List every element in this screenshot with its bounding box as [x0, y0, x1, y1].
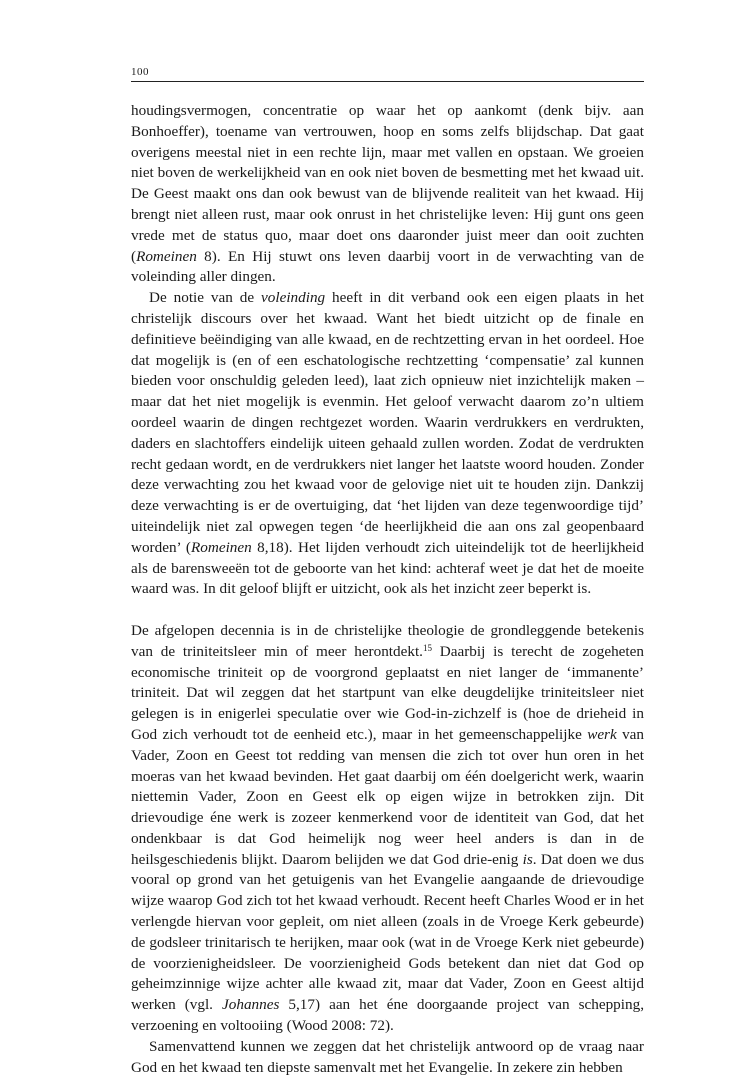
- emphasis-is: is: [522, 850, 533, 868]
- paragraph-4: [131, 1037, 644, 1078]
- paragraph-1-text: houdingsvermogen, concentratie op waar het op aankomt (denk bijv. aan Bonhoeffer), toename van vertrouwen, hoop en soms zelfs blijdschap. Dat gaat overigens meestal niet in een rechte lijn, maar met vallen en opstaan. We groeien niet boven de werkelijkheid van en ook niet boven de besmetting met het kwaad uit. De Geest maakt ons dan ook bewust van de blijvende realiteit van het kwaad. Hij brengt niet alleen rust, maar ook onrust in het christelijke leven: Hij gunt ons geen vrede met de status quo, maar doet ons daaronder juist meer dan ooit zuchten (: [131, 102, 644, 265]
- emphasis-werk: werk: [587, 725, 617, 743]
- bible-reference: Romeinen: [190, 538, 252, 556]
- footnote-marker[interactable]: 15: [422, 642, 432, 653]
- paragraph-3-a: Daarbij is terecht de zogeheten economische triniteit op de voorgrond geplaatst en niet langer de ‘immanente’ triniteit. Dat wil zeggen dat het startpunt van elke deugdelijke triniteitsleer niet gelegen is in enigerlei speculatie over wie God-in-zichzelf is (hoe de drieheid in God zich verhoudt tot de eenheid etc.), maar in het gemeenschappelijke: [131, 642, 644, 743]
- paragraph-1-end: 8). En Hij stuwt ons leven daarbij voort in de verwachting van de voleinding aller dingen.: [131, 247, 644, 286]
- body-text: [131, 101, 644, 1078]
- paragraph-2-end: 8,18). Het lijden verhoudt zich uiteindelijk tot de heerlijkheid als de barensweeën tot de geboorte van het kind: achteraf weet je dat het de moeite waard was. In dit geloof blijft er uitzicht, ook als het inzicht zeer beperkt is.: [131, 538, 644, 598]
- paragraph-1: [131, 101, 644, 288]
- bible-reference: Johannes: [222, 996, 280, 1014]
- paragraph-4-text: Samenvattend kunnen we zeggen dat het christelijk antwoord op de vraag naar God en het kwaad ten diepste samenvalt met het Evangelie. In zekere zin hebben: [131, 1037, 644, 1076]
- page-number: 100: [131, 66, 149, 78]
- paragraph-3: [131, 621, 644, 1037]
- paragraph-3-b: van Vader, Zoon en Geest tot redding van mensen die zich tot over hun oren in het moeras van het kwaad bevinden. Het gaat daarbij om één doelgericht werk, waarin niettemin Vader, Zoon en Geest elk op eigen wijze in betrokken zijn. Dit drievoudige éne werk is zozeer kenmerkend voor de identiteit van God, dat het ondenkbaar is dat God heimelijk nog weer heel anders is dan in de heilsgeschiedenis blijkt. Daarom belijden we dat God drie-enig: [131, 725, 645, 868]
- paragraph-3-c: . Dat doen we dus vooral op grond van het getuigenis van het Evangelie aangaande de drievoudige wijze waarop God zich tot het kwaad verhoudt. Recent heeft Charles Wood er in het verlengde hiervan voor gepleit, om niet alleen (zoals in de Vroege Kerk gebeurde) de godsleer trinitarisch te herijken, maar ook (wat in de Vroege Kerk niet gebeurde) de voorzienigheidsleer. De voorzienigheid Gods betekent dan niet dat God op geheimzinnige wijze achter alle kwaad zit, maar dat Vader, Zoon en Geest altijd werken (vgl.: [131, 850, 644, 1014]
- paragraph-3-end: 5,17) aan het éne doorgaande project van schepping, verzoening en voltooiing (Wood 2008: 72).: [131, 996, 644, 1035]
- header-rule: [131, 81, 644, 82]
- paragraph-3-start: De afgelopen decennia is in de christelijke theologie de grondleggende betekenis van de triniteitsleer min of meer herontdekt.: [131, 621, 644, 660]
- paragraph-2-mid: heeft in dit verband ook een eigen plaats in het christelijk discours over het kwaad. Want het biedt uitzicht op de finale en definitieve beëindiging van alle kwaad, en de rechtzetting ervan in het oordeel. Hoe dat mogelijk is (en of een eschatologische rechtzetting ‘compensatie’ zal kunnen bieden voor onschuldig geleden leed), laat zich opnieuw niet inzichtelijk maken – maar dat het niet mogelijk is evenmin. Het geloof verwacht daarom zo’n ultiem oordeel waarin de dingen rechtgezet worden. Waarin verdrukkers en verdrukten, daders en slachtoffers eindelijk uiteen gehaald zullen worden. Zodat de verdrukten recht gedaan wordt, en de verdrukkers niet langer het laatste woord houden. Zonder deze verwachting zou het kwaad voor de gelovige niet uit te houden zijn. Dankzij deze verwachting is er de overtuiging, dat ‘het lijden van deze tegenwoordige tijd’ uiteindelijk niet zal opwegen tegen ‘de heerlijkheid die aan ons zal geopenbaard worden’ (: [131, 289, 645, 556]
- emphasis-voleinding: voleinding: [261, 289, 326, 307]
- paragraph-2: [131, 288, 644, 600]
- bible-reference: Romeinen: [136, 247, 197, 265]
- paragraph-2-start: De notie van de: [149, 289, 262, 307]
